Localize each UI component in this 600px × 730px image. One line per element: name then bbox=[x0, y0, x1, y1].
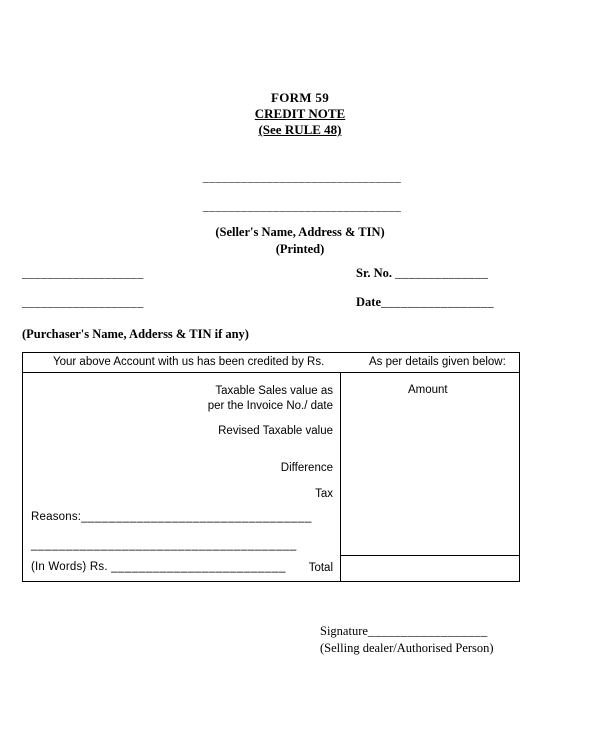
credit-details-table bbox=[22, 352, 520, 582]
purchaser-blank-line-1[interactable]: ___________________ bbox=[22, 266, 144, 280]
table-header-row bbox=[23, 353, 519, 373]
date-label: Date bbox=[356, 295, 381, 309]
seller-name-blank-line-1[interactable]: _______________________________ bbox=[202, 170, 402, 184]
date-field[interactable] bbox=[356, 295, 494, 310]
signature-field[interactable] bbox=[320, 624, 488, 639]
seller-name-blank-line-2[interactable]: _______________________________ bbox=[202, 199, 402, 213]
table-column-divider bbox=[340, 373, 341, 582]
form-number: FORM 59 bbox=[270, 90, 330, 105]
revised-taxable-value-label: Revised Taxable value bbox=[218, 425, 333, 437]
table-row bbox=[133, 424, 333, 439]
signature-blank[interactable]: __________________ bbox=[367, 624, 488, 638]
serial-number-blank[interactable]: ______________ bbox=[395, 266, 489, 280]
signature-sub-caption: (Selling dealer/Authorised Person) bbox=[320, 641, 494, 655]
total-amount-separator bbox=[341, 555, 520, 556]
signature-label: Signature bbox=[320, 624, 368, 638]
reasons-label: Reasons: bbox=[31, 511, 82, 523]
amount-column-header: Amount bbox=[408, 384, 448, 396]
document-title-block bbox=[0, 90, 600, 138]
table-row bbox=[133, 487, 333, 502]
seller-caption bbox=[0, 224, 600, 258]
seller-caption-line-2: (Printed) bbox=[275, 242, 325, 256]
account-credited-text: Your above Account with us has been credited by Rs. bbox=[53, 356, 325, 368]
date-blank[interactable]: _________________ bbox=[381, 295, 495, 309]
amount-in-words-field[interactable] bbox=[31, 561, 286, 573]
total-label: Total bbox=[308, 562, 333, 574]
details-given-below-text: As per details given below: bbox=[369, 356, 506, 368]
difference-label: Difference bbox=[280, 462, 333, 474]
reasons-blank-line-2[interactable]: ______________________________________ bbox=[31, 539, 297, 551]
purchaser-caption: (Purchaser's Name, Adderss & TIN if any) bbox=[22, 327, 249, 341]
taxable-sales-value-label-line-1: Taxable Sales value as bbox=[215, 385, 333, 397]
document-type-title: CREDIT NOTE bbox=[254, 106, 346, 121]
rule-reference: (See RULE 48) bbox=[258, 122, 342, 137]
amount-in-words-blank[interactable]: _________________________ bbox=[111, 561, 287, 573]
serial-number-label: Sr. No. bbox=[356, 266, 396, 280]
amount-in-words-label: (In Words) Rs. bbox=[31, 561, 112, 573]
tax-label: Tax bbox=[315, 488, 333, 500]
seller-caption-line-1: (Seller's Name, Address & TIN) bbox=[215, 225, 385, 239]
purchaser-blank-line-2[interactable]: ___________________ bbox=[22, 295, 144, 309]
reasons-blank-line-1[interactable]: _________________________________ bbox=[81, 511, 313, 523]
reasons-field[interactable] bbox=[31, 511, 312, 523]
taxable-sales-value-label-line-2: per the Invoice No./ date bbox=[207, 400, 333, 412]
table-row bbox=[133, 384, 333, 414]
serial-number-field[interactable] bbox=[356, 266, 488, 281]
table-row bbox=[133, 461, 333, 476]
